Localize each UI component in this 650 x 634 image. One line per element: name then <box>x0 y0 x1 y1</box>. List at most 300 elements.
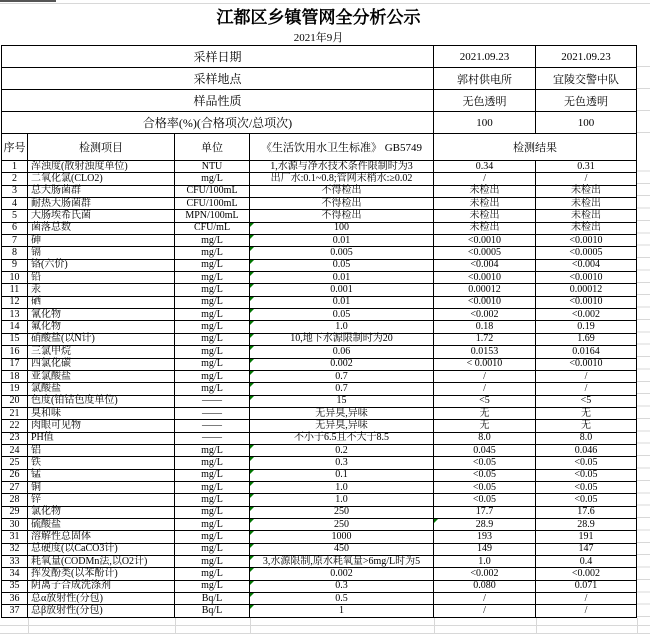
cell-result-1[interactable]: 17.7 <box>434 507 536 518</box>
cell-unit[interactable]: mg/L <box>175 482 250 493</box>
cell-result-2[interactable]: <0.0010 <box>569 234 603 246</box>
cell-unit[interactable]: mg/L <box>175 383 250 394</box>
cell-item[interactable]: 臭和味 <box>28 408 175 419</box>
cell-unit[interactable]: —— <box>175 433 250 444</box>
cell-unit[interactable]: mg/L <box>175 371 250 382</box>
cell-item[interactable]: 耗氧量(CODMn法,以O2计) <box>28 556 175 567</box>
table-row <box>2 519 636 531</box>
cell-no[interactable]: 16 <box>2 346 28 357</box>
cell-unit[interactable]: mg/L <box>175 544 250 555</box>
cell-result-1[interactable]: <0.05 <box>434 482 536 493</box>
info-row-sampling-location <box>2 68 636 90</box>
cell-item[interactable]: 氟化物 <box>28 321 175 332</box>
cell-standard[interactable]: 无异臭,异味 <box>250 408 434 419</box>
cell-standard[interactable]: 0.06 <box>250 346 434 357</box>
excel-error-triangle-icon <box>250 593 254 597</box>
cell-no[interactable]: 24 <box>2 445 28 456</box>
sampling-location-value-1[interactable]: 郭村供电所 <box>434 68 536 89</box>
cell-no[interactable]: 31 <box>2 531 28 542</box>
right-grid-rows <box>637 159 650 618</box>
excel-error-triangle-icon <box>250 556 254 560</box>
cell-standard[interactable]: 无异臭,异味 <box>250 420 434 431</box>
table-row <box>2 420 636 432</box>
cell-no[interactable]: 33 <box>2 556 28 567</box>
cell-unit[interactable]: mg/L <box>175 272 250 283</box>
cell-result-2[interactable]: / <box>584 382 588 394</box>
header-no[interactable]: 序号 <box>2 134 28 160</box>
cell-standard[interactable]: 3,水源限制,原水耗氧量>6mg/L时为5 <box>250 556 434 567</box>
cell-standard[interactable]: 0.3 <box>250 581 434 592</box>
cell-no[interactable]: 32 <box>2 544 28 555</box>
cell-no[interactable]: 13 <box>2 309 28 320</box>
cell-result-2[interactable]: 0.4 <box>579 555 593 567</box>
cell-result-1[interactable]: <0.05 <box>434 470 536 481</box>
excel-error-triangle-icon <box>250 284 254 288</box>
cell-result-1[interactable]: 0.080 <box>434 581 536 592</box>
cell-no[interactable]: 28 <box>2 494 28 505</box>
period-label[interactable]: 2021年9月 <box>293 32 344 44</box>
cell-result-1[interactable]: 0.18 <box>434 321 536 332</box>
cell-result-1[interactable]: 1.0 <box>434 556 536 567</box>
table-row <box>2 161 636 173</box>
table-row <box>2 346 636 358</box>
cell-no[interactable]: 21 <box>2 408 28 419</box>
cell-result-2[interactable]: 无 <box>581 407 591 419</box>
cell-item[interactable]: PH值 <box>28 433 175 444</box>
table-row <box>2 198 636 210</box>
cell-no[interactable]: 14 <box>2 321 28 332</box>
cell-item[interactable]: 锰 <box>28 470 175 481</box>
table-row <box>2 433 636 445</box>
cell-result-1[interactable]: 0.0153 <box>434 346 536 357</box>
cell-no[interactable]: 20 <box>2 396 28 407</box>
cell-result-2[interactable]: <0.0010 <box>569 358 603 370</box>
bottom-grid-column <box>28 618 29 634</box>
top-border-remnant <box>0 0 56 2</box>
table-row <box>2 544 636 556</box>
cell-result-1[interactable]: / <box>434 173 536 184</box>
excel-error-triangle-icon <box>250 247 254 251</box>
cell-unit[interactable]: mg/L <box>175 321 250 332</box>
excel-error-triangle-icon <box>250 445 254 449</box>
header-result[interactable]: 检测结果 <box>513 142 557 154</box>
cell-unit[interactable]: MPN/100mL <box>175 210 250 221</box>
cell-result-2[interactable]: / <box>584 173 588 185</box>
cell-no[interactable]: 19 <box>2 383 28 394</box>
cell-result-1[interactable]: 0.045 <box>434 445 536 456</box>
cell-item[interactable]: 氯酸盐 <box>28 383 175 394</box>
cell-result-2[interactable]: <0.05 <box>574 456 598 468</box>
cell-no[interactable]: 9 <box>2 260 28 271</box>
cell-item[interactable]: 铝 <box>28 445 175 456</box>
excel-error-triangle-icon <box>250 359 254 363</box>
cell-result-2[interactable]: 191 <box>578 530 594 542</box>
cell-no[interactable]: 35 <box>2 581 28 592</box>
cell-result-2[interactable]: <0.004 <box>571 259 601 271</box>
cell-unit[interactable]: mg/L <box>175 568 250 579</box>
pass-rate-value-2[interactable]: 100 <box>577 116 595 129</box>
cell-result-1[interactable]: 未检出 <box>434 198 536 209</box>
cell-result-2[interactable]: 未检出 <box>571 210 601 222</box>
cell-standard[interactable]: 1.0 <box>250 321 434 332</box>
cell-standard[interactable]: 0.7 <box>250 383 434 394</box>
cell-result-1[interactable]: 未检出 <box>434 210 536 221</box>
table-row <box>2 482 636 494</box>
cell-unit[interactable]: —— <box>175 420 250 431</box>
table-row <box>2 507 636 519</box>
cell-item[interactable]: 汞 <box>28 284 175 295</box>
cell-result-1[interactable]: <0.0010 <box>434 235 536 246</box>
cell-result-1[interactable]: 1.72 <box>434 334 536 345</box>
cell-standard[interactable]: 10,地下水源限制时为20 <box>250 334 434 345</box>
cell-item[interactable]: 铬(六价) <box>28 260 175 271</box>
cell-result-2[interactable]: 未检出 <box>571 197 601 209</box>
cell-item[interactable]: 大肠埃希氏菌 <box>28 210 175 221</box>
cell-item[interactable]: 浑浊度(散射浊度单位) <box>28 161 175 172</box>
cell-unit[interactable]: mg/L <box>175 235 250 246</box>
sampling-date-label[interactable]: 采样日期 <box>2 46 434 67</box>
cell-unit[interactable]: CFU/100mL <box>175 198 250 209</box>
cell-result-2[interactable]: <0.05 <box>574 493 598 505</box>
cell-item[interactable]: 铅 <box>28 272 175 283</box>
cell-unit[interactable]: —— <box>175 408 250 419</box>
header-standard[interactable]: 《生活饮用水卫生标准》 GB5749 <box>250 134 434 160</box>
cell-no[interactable]: 5 <box>2 210 28 221</box>
cell-standard[interactable]: 0.01 <box>250 272 434 283</box>
sample-nature-value-1[interactable]: 无色透明 <box>434 90 536 111</box>
cell-standard[interactable]: 不得检出 <box>250 198 434 209</box>
cell-result-2[interactable]: 147 <box>578 543 594 555</box>
cell-unit[interactable]: Bq/L <box>175 593 250 604</box>
cell-item[interactable]: 阴离子合成洗涤剂 <box>28 581 175 592</box>
cell-item[interactable]: 镉 <box>28 247 175 258</box>
cell-standard[interactable]: 250 <box>250 507 434 518</box>
cell-no[interactable]: 11 <box>2 284 28 295</box>
page-title[interactable]: 江都区乡镇管网全分析公示 <box>216 8 421 27</box>
cell-no[interactable]: 3 <box>2 186 28 197</box>
cell-result-1[interactable]: 0.00012 <box>434 284 536 295</box>
cell-item[interactable]: 铜 <box>28 482 175 493</box>
cell-unit[interactable]: CFU/100mL <box>175 186 250 197</box>
cell-item[interactable]: 氰化物 <box>28 309 175 320</box>
cell-no[interactable]: 18 <box>2 371 28 382</box>
cell-item[interactable]: 肉眼可见物 <box>28 420 175 431</box>
cell-result-2[interactable]: 无 <box>581 419 591 431</box>
excel-error-triangle-icon <box>250 260 254 264</box>
table-row <box>2 309 636 321</box>
excel-error-triangle-icon <box>250 334 254 338</box>
sampling-date-value-2[interactable]: 2021.09.23 <box>561 50 611 63</box>
cell-item[interactable]: 硝酸盐(以N计) <box>28 334 175 345</box>
cell-no[interactable]: 22 <box>2 420 28 431</box>
cell-standard[interactable]: 450 <box>250 544 434 555</box>
cell-item[interactable]: 硫酸盐 <box>28 519 175 530</box>
cell-no[interactable]: 25 <box>2 457 28 468</box>
cell-result-1[interactable]: / <box>434 593 536 604</box>
cell-result-1[interactable]: 28.9 <box>434 519 536 530</box>
cell-standard[interactable]: 0.01 <box>250 235 434 246</box>
cell-no[interactable]: 30 <box>2 519 28 530</box>
table-row <box>2 272 636 284</box>
cell-item[interactable]: 铁 <box>28 457 175 468</box>
cell-result-1[interactable]: <0.0010 <box>434 297 536 308</box>
cell-result-1[interactable]: 无 <box>434 408 536 419</box>
cell-result-1[interactable]: <0.0010 <box>434 272 536 283</box>
table-row <box>2 383 636 395</box>
cell-no[interactable]: 10 <box>2 272 28 283</box>
excel-error-triangle-icon <box>250 346 254 350</box>
table-row <box>2 186 636 198</box>
excel-error-triangle-icon <box>250 482 254 486</box>
cell-standard[interactable]: 0.005 <box>250 247 434 258</box>
excel-error-triangle-icon <box>250 235 254 239</box>
cell-standard[interactable]: 0.002 <box>250 359 434 370</box>
cell-result-1[interactable]: / <box>434 605 536 616</box>
cell-standard[interactable]: 100 <box>250 223 434 234</box>
cell-result-1[interactable]: <0.05 <box>434 457 536 468</box>
cell-standard[interactable]: 0.05 <box>250 309 434 320</box>
cell-standard[interactable]: 0.7 <box>250 371 434 382</box>
cell-no[interactable]: 17 <box>2 359 28 370</box>
cell-standard[interactable]: 不得检出 <box>250 210 434 221</box>
right-gridline <box>637 66 650 67</box>
cell-unit[interactable]: NTU <box>175 161 250 172</box>
cell-item[interactable]: 二氧化氯(CLO2) <box>28 173 175 184</box>
cell-unit[interactable]: mg/L <box>175 173 250 184</box>
cell-standard[interactable]: 0.3 <box>250 457 434 468</box>
table-row <box>2 173 636 185</box>
cell-unit[interactable]: mg/L <box>175 284 250 295</box>
right-gridline <box>637 110 650 111</box>
cell-no[interactable]: 4 <box>2 198 28 209</box>
cell-result-2[interactable]: <0.0010 <box>569 271 603 283</box>
cell-item[interactable]: 锌 <box>28 494 175 505</box>
cell-standard[interactable]: 0.001 <box>250 284 434 295</box>
cell-standard[interactable]: 0.2 <box>250 445 434 456</box>
cell-item[interactable]: 砷 <box>28 235 175 246</box>
cell-no[interactable]: 23 <box>2 433 28 444</box>
bottom-grid-column <box>434 618 435 634</box>
cell-result-2[interactable]: <0.05 <box>574 469 598 481</box>
cell-result-1[interactable]: 未检出 <box>434 186 536 197</box>
header-item[interactable]: 检测项目 <box>28 134 175 160</box>
cell-unit[interactable]: mg/L <box>175 531 250 542</box>
table-row <box>2 531 636 543</box>
cell-unit[interactable]: mg/L <box>175 494 250 505</box>
header-unit[interactable]: 单位 <box>175 134 250 160</box>
cell-result-1[interactable]: 未检出 <box>434 223 536 234</box>
excel-error-triangle-icon <box>250 396 254 400</box>
cell-result-2[interactable]: 8.0 <box>579 432 593 444</box>
cell-result-2[interactable]: <0.002 <box>571 568 601 580</box>
cell-standard[interactable]: 0.5 <box>250 593 434 604</box>
cell-result-2[interactable]: / <box>584 370 588 382</box>
cell-no[interactable]: 6 <box>2 223 28 234</box>
cell-standard[interactable]: 出厂水:0.1~0.8;管网末梢水:≥0.02 <box>250 173 434 184</box>
cell-unit[interactable]: mg/L <box>175 309 250 320</box>
cell-result-1[interactable]: 193 <box>434 531 536 542</box>
cell-item[interactable]: 菌落总数 <box>28 223 175 234</box>
excel-error-triangle-icon <box>250 507 254 511</box>
cell-result-2[interactable]: <0.0010 <box>569 296 603 308</box>
cell-result-2[interactable]: 0.071 <box>574 580 598 592</box>
cell-item[interactable]: 色度(铂钴色度单位) <box>28 396 175 407</box>
cell-unit[interactable]: mg/L <box>175 519 250 530</box>
cell-standard[interactable]: 不得检出 <box>250 186 434 197</box>
cell-unit[interactable]: mg/L <box>175 445 250 456</box>
table-row <box>2 470 636 482</box>
cell-no[interactable]: 12 <box>2 297 28 308</box>
cell-standard[interactable]: 1.0 <box>250 494 434 505</box>
bottom-grid-column <box>175 618 176 634</box>
cell-result-2[interactable]: <5 <box>580 395 592 407</box>
sample-nature-label[interactable]: 样品性质 <box>2 90 434 111</box>
excel-error-triangle-icon <box>250 297 254 301</box>
cell-item[interactable]: 总大肠菌群 <box>28 186 175 197</box>
cell-unit[interactable]: mg/L <box>175 581 250 592</box>
cell-result-1[interactable]: <0.05 <box>434 494 536 505</box>
cell-result-1[interactable]: / <box>434 371 536 382</box>
cell-item[interactable]: 总硬度(以CaCO3计) <box>28 544 175 555</box>
cell-result-1[interactable]: <0.0005 <box>434 247 536 258</box>
cell-result-1[interactable]: <0.002 <box>434 309 536 320</box>
cell-item[interactable]: 亚氯酸盐 <box>28 371 175 382</box>
cell-result-2[interactable]: 未检出 <box>571 185 601 197</box>
table-row <box>2 396 636 408</box>
cell-no[interactable]: 8 <box>2 247 28 258</box>
cell-standard[interactable]: 0.1 <box>250 470 434 481</box>
cell-result-1[interactable]: 0.34 <box>434 161 536 172</box>
cell-no[interactable]: 27 <box>2 482 28 493</box>
cell-unit[interactable]: mg/L <box>175 507 250 518</box>
cell-result-1[interactable]: 149 <box>434 544 536 555</box>
info-row-pass-rate <box>2 112 636 134</box>
cell-standard[interactable]: 250 <box>250 519 434 530</box>
cell-result-2[interactable]: 0.00012 <box>569 284 603 296</box>
cell-unit[interactable]: mg/L <box>175 346 250 357</box>
pass-rate-label[interactable]: 合格率(%)(合格项次/总项次) <box>2 112 434 133</box>
cell-standard[interactable]: 0.05 <box>250 260 434 271</box>
cell-no[interactable]: 15 <box>2 334 28 345</box>
sampling-location-value-2[interactable]: 宜陵交警中队 <box>553 73 619 86</box>
cell-result-2[interactable]: 0.046 <box>574 444 598 456</box>
right-gridline <box>637 132 650 133</box>
excel-error-triangle-icon <box>250 223 254 227</box>
cell-no[interactable]: 29 <box>2 507 28 518</box>
cell-item[interactable]: 硒 <box>28 297 175 308</box>
excel-error-triangle-icon <box>250 531 254 535</box>
cell-unit[interactable]: mg/L <box>175 260 250 271</box>
cell-result-1[interactable]: <0.004 <box>434 260 536 271</box>
cell-item[interactable]: 挥发酚类(以苯酚计) <box>28 568 175 579</box>
cell-no[interactable]: 2 <box>2 173 28 184</box>
cell-standard[interactable]: 1.0 <box>250 482 434 493</box>
info-row-sample-nature <box>2 90 636 112</box>
cell-result-2[interactable]: 1.69 <box>577 333 595 345</box>
table-row <box>2 494 636 506</box>
cell-result-2[interactable]: 0.19 <box>577 321 595 333</box>
bottom-grid-column <box>250 618 251 634</box>
cell-no[interactable]: 26 <box>2 470 28 481</box>
cell-result-2[interactable]: 17.6 <box>577 506 595 518</box>
sampling-date-value-1[interactable]: 2021.09.23 <box>434 46 536 67</box>
cell-result-2[interactable]: 未检出 <box>571 222 601 234</box>
cell-unit[interactable]: mg/L <box>175 556 250 567</box>
cell-result-2[interactable]: / <box>584 605 588 617</box>
cell-no[interactable]: 36 <box>2 593 28 604</box>
cell-unit[interactable]: CFU/mL <box>175 223 250 234</box>
cell-standard[interactable]: 1000 <box>250 531 434 542</box>
cell-result-2[interactable]: 28.9 <box>577 518 595 530</box>
pass-rate-value-1[interactable]: 100 <box>434 112 536 133</box>
excel-error-triangle-icon <box>250 371 254 375</box>
sampling-location-label[interactable]: 采样地点 <box>2 68 434 89</box>
cell-result-2[interactable]: 0.0164 <box>572 345 600 357</box>
cell-item[interactable]: 三氯甲烷 <box>28 346 175 357</box>
cell-unit[interactable]: mg/L <box>175 457 250 468</box>
table-row <box>2 359 636 371</box>
cell-standard[interactable]: 1 <box>250 605 434 616</box>
table-row <box>2 408 636 420</box>
cell-result-1[interactable]: <0.002 <box>434 568 536 579</box>
cell-item[interactable]: 总β放射性(分包) <box>28 605 175 616</box>
cell-result-1[interactable]: < 0.0010 <box>434 359 536 370</box>
cell-item[interactable]: 溶解性总固体 <box>28 531 175 542</box>
cell-result-1[interactable]: / <box>434 383 536 394</box>
sample-nature-value-2[interactable]: 无色透明 <box>564 95 608 108</box>
cell-item[interactable]: 耐热大肠菌群 <box>28 198 175 209</box>
table-row <box>2 235 636 247</box>
excel-error-triangle-icon <box>250 309 254 313</box>
cell-standard[interactable]: 15 <box>250 396 434 407</box>
cell-item[interactable]: 氯化物 <box>28 507 175 518</box>
cell-unit[interactable]: mg/L <box>175 359 250 370</box>
cell-result-2[interactable]: / <box>584 592 588 604</box>
table-body <box>2 161 636 617</box>
cell-unit[interactable]: —— <box>175 396 250 407</box>
cell-result-2[interactable]: <0.05 <box>574 481 598 493</box>
table-row <box>2 593 636 605</box>
excel-error-triangle-icon <box>250 383 254 387</box>
cell-unit[interactable]: mg/L <box>175 297 250 308</box>
cell-result-2[interactable]: <0.002 <box>571 308 601 320</box>
info-row-sampling-date <box>2 46 636 68</box>
cell-no[interactable]: 34 <box>2 568 28 579</box>
cell-result-1[interactable]: 无 <box>434 420 536 431</box>
cell-no[interactable]: 37 <box>2 605 28 616</box>
table-row <box>2 445 636 457</box>
cell-result-2[interactable]: 0.31 <box>577 160 595 172</box>
cell-item[interactable]: 总α放射性(分包) <box>28 593 175 604</box>
cell-result-1[interactable]: 8.0 <box>434 433 536 444</box>
cell-item[interactable]: 四氯化碳 <box>28 359 175 370</box>
cell-unit[interactable]: mg/L <box>175 334 250 345</box>
excel-error-triangle-icon <box>250 494 254 498</box>
table-header-row <box>2 134 636 161</box>
cell-standard[interactable]: 不小于6.5且不大于8.5 <box>250 433 434 444</box>
cell-unit[interactable]: mg/L <box>175 247 250 258</box>
cell-no[interactable]: 7 <box>2 235 28 246</box>
cell-standard[interactable]: 0.01 <box>250 297 434 308</box>
table-row <box>2 457 636 469</box>
cell-standard[interactable]: 0.002 <box>250 568 434 579</box>
cell-unit[interactable]: mg/L <box>175 470 250 481</box>
cell-no[interactable]: 1 <box>2 161 28 172</box>
cell-result-1[interactable]: <5 <box>434 396 536 407</box>
cell-result-2[interactable]: <0.0005 <box>569 247 603 259</box>
cell-unit[interactable]: Bq/L <box>175 605 250 616</box>
cell-standard[interactable]: 1,水源与净水技术条件限制时为3 <box>250 161 434 172</box>
